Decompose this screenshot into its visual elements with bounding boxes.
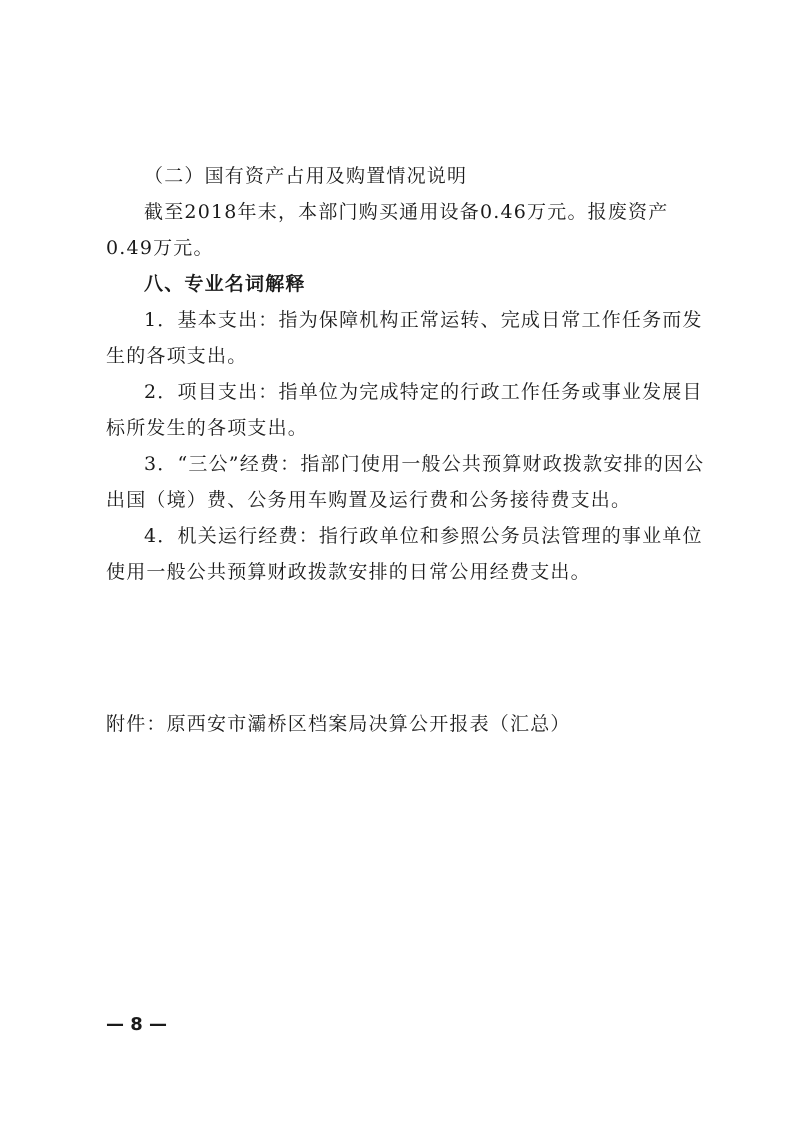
asset-subtitle: （二）国有资产占用及购置情况说明 xyxy=(144,165,468,187)
page-number: — 8 — xyxy=(106,1014,168,1035)
term-item-project-expenditure: 2．项目支出：指单位为完成特定的行政工作任务或事业发展目标所发生的各项支出。 xyxy=(106,381,703,439)
term-item-three-public-funds: 3．“三公”经费：指部门使用一般公共预算财政拨款安排的因公出国（境）费、公务用车购置及运行费和公务接待费支出。 xyxy=(106,453,705,511)
term-item-operating-funds: 4．机关运行经费：指行政单位和参照公务员法管理的事业单位使用一般公共预算财政拨款安排的日常公用经费支出。 xyxy=(106,525,703,583)
term-item-basic-expenditure: 1．基本支出：指为保障机构正常运转、完成日常工作任务而发生的各项支出。 xyxy=(106,309,703,367)
asset-body: 截至2018年末，本部门购买通用设备0.46万元。报废资产0.49万元。 xyxy=(106,201,669,259)
attachment-note: 附件：原西安市灞桥区档案局决算公开报表（汇总） xyxy=(106,713,571,735)
terms-heading: 八、专业名词解释 xyxy=(144,273,306,295)
